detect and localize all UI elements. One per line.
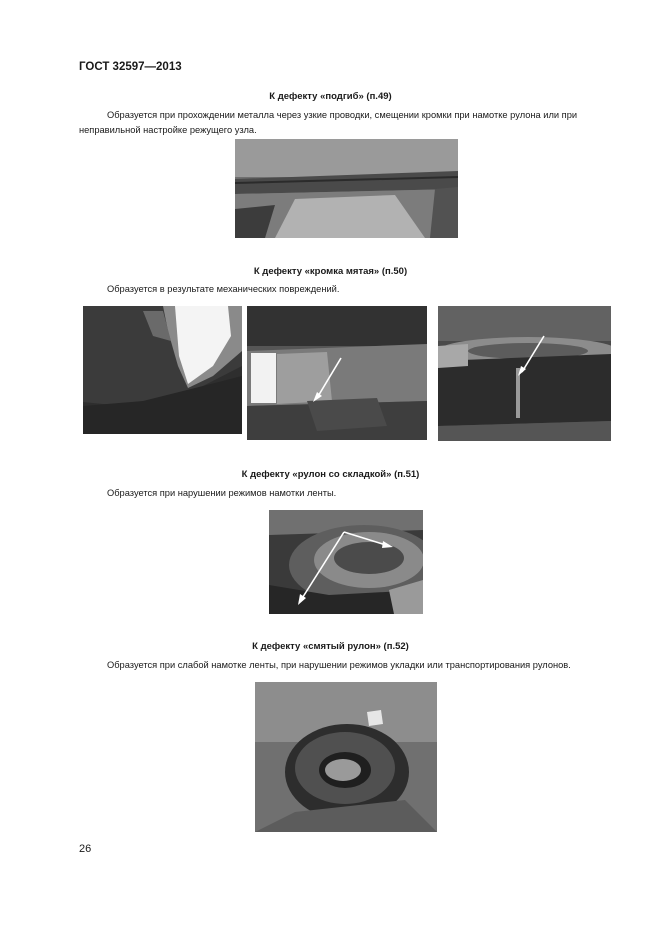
photo-podgib-defect [235,139,458,238]
section-text-podgib: Образуется при прохождении металла через узкие проводки, смещении кромки при намотке рулона или при неправильной настройке режущего узла. [79,110,578,135]
photo-skladka [269,510,423,614]
section-heading-smyatiy: К дефекту «смятый рулон» (п.52) [252,641,409,652]
photo-kromka-1 [83,306,242,434]
section-heading-kromka: К дефекту «кромка мятая» (п.50) [253,266,408,277]
photo-smyatiy [255,682,437,832]
photo-kromka-3 [438,306,611,441]
section-text-kromka: Образуется в результате механических повреждений. [107,284,340,294]
section-heading-podgib: К дефекту «подгиб» (п.49) [269,91,392,102]
section-text-smyatiy: Образуется при слабой намотке ленты, при нарушении режимов укладки или транспортирования рулонов. [107,660,571,670]
document-header: ГОСТ 32597—2013 [79,61,182,73]
section-heading-skladka: К дефекту «рулон со складкой» (п.51) [241,469,420,480]
photo-kromka-2 [247,306,427,440]
section-text-skladka: Образуется при нарушении режимов намотки ленты. [107,488,337,498]
page-number: 26 [79,843,92,855]
